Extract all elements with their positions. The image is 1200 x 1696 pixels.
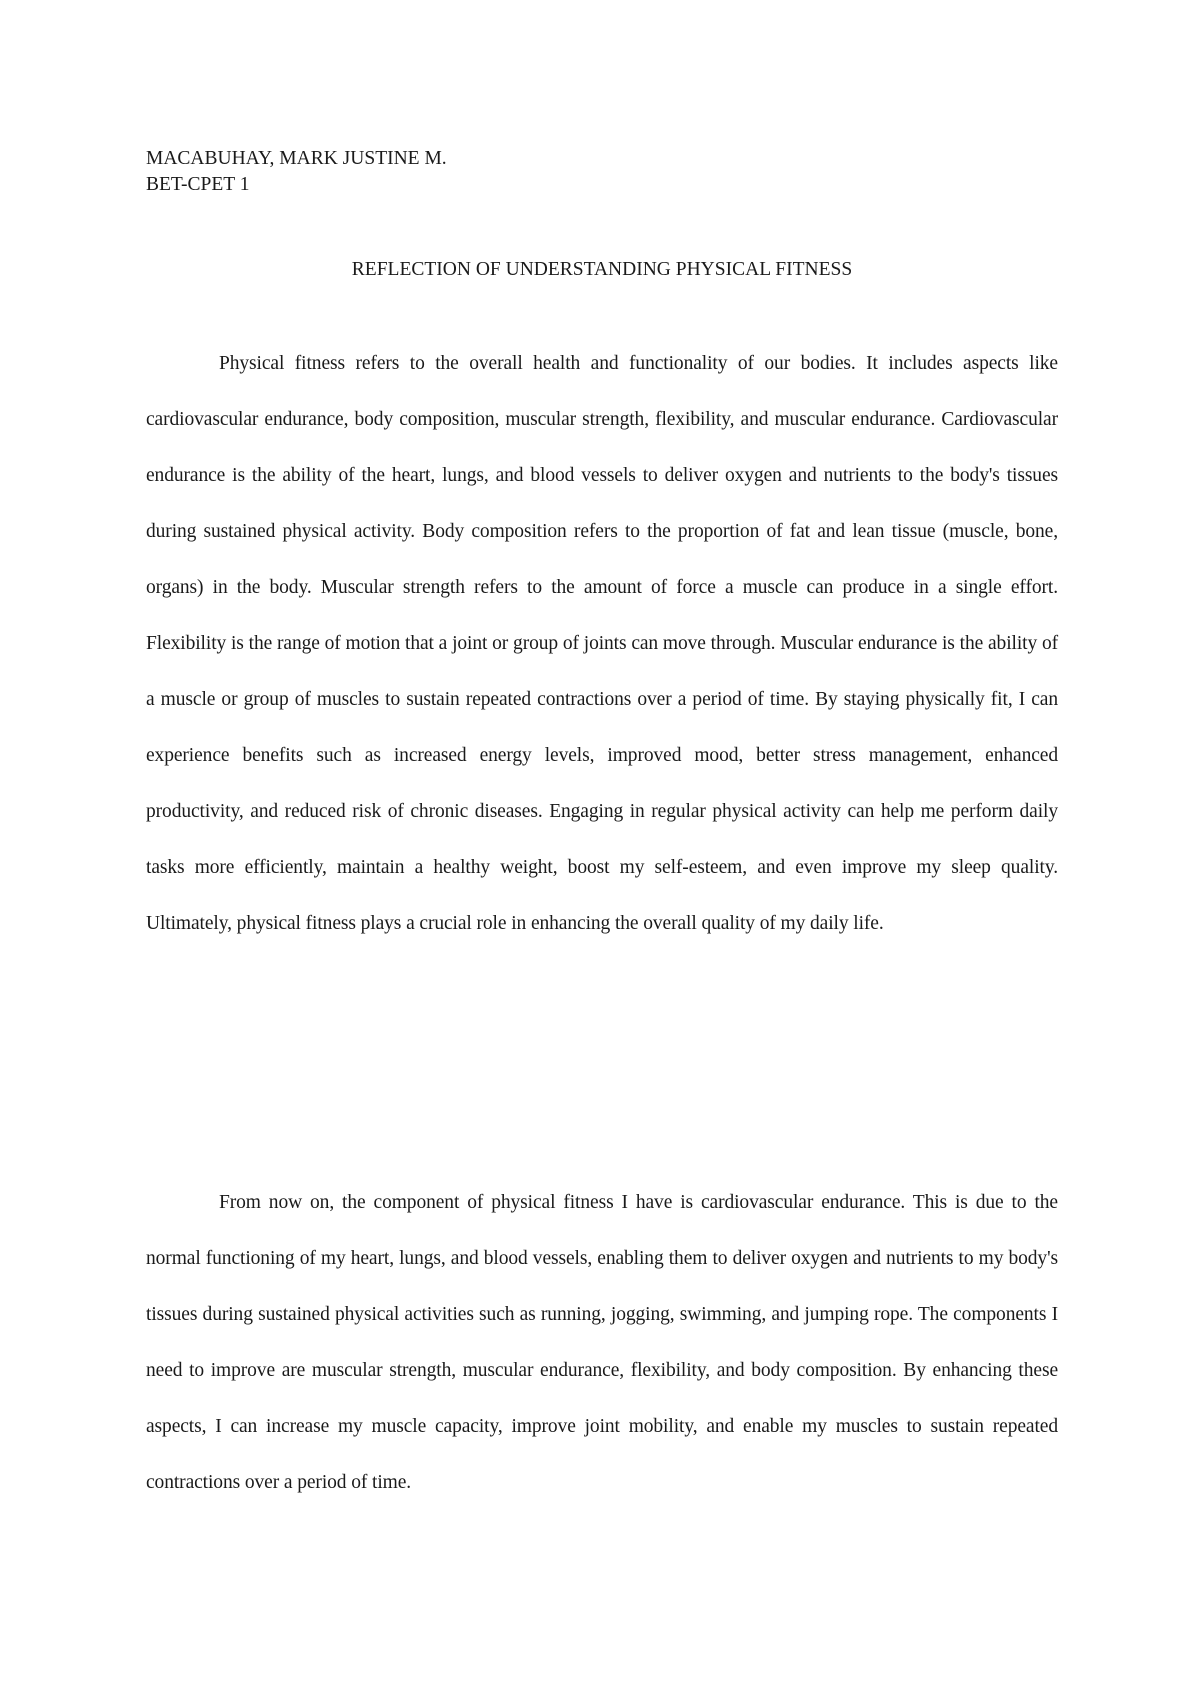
body-paragraph-1: Physical fitness refers to the overall health and functionality of our bodies. It includes aspects like cardiovascular endurance, body composition, muscular strength, flexibility, and muscular endurance. Cardiovascular endurance is the ability of the heart, lungs, and blood vessels to deliver oxygen and nutrients to the body's tissues during sustained physical activity. Body composition refers to the proportion of fat and lean tissue (muscle, bone, organs) in the body. Muscular strength refers to the amount of force a muscle can produce in a single effort. Flexibility is the range of motion that a joint or group of joints can move through. Muscular endurance is the ability of a muscle or group of muscles to sustain repeated contractions over a period of time. By staying physically fit, I can experience benefits such as increased energy levels, improved mood, better stress management, enhanced productivity, and reduced risk of chronic diseases. Engaging in regular physical activity can help me perform daily tasks more efficiently, maintain a healthy weight, boost my self-esteem, and even improve my sleep quality. Ultimately, physical fitness plays a crucial role in enhancing the overall quality of my daily life. xyxy=(146,353,1058,934)
author-name: MACABUHAY, MARK JUSTINE M. xyxy=(146,148,447,169)
document-header xyxy=(146,146,447,198)
course-section: BET-CPET 1 xyxy=(146,174,250,195)
document-title: REFLECTION OF UNDERSTANDING PHYSICAL FITNESS xyxy=(351,259,853,280)
body-paragraph-2: From now on, the component of physical fitness I have is cardiovascular endurance. This is due to the normal functioning of my heart, lungs, and blood vessels, enabling them to deliver oxygen and nutrients to my body's tissues during sustained physical activities such as running, jogging, swimming, and jumping rope. The components I need to improve are muscular strength, muscular endurance, flexibility, and body composition. By enhancing these aspects, I can increase my muscle capacity, improve joint mobility, and enable my muscles to sustain repeated contractions over a period of time. xyxy=(146,1192,1058,1493)
